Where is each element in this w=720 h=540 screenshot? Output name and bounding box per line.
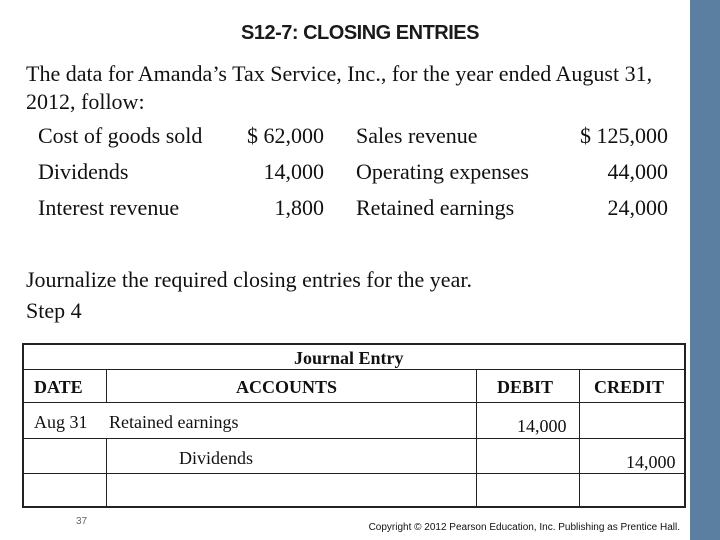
data-value: $ 62,000: [247, 123, 324, 148]
data-label: Interest revenue: [38, 195, 180, 220]
intro-text: The data for Amanda’s Tax Service, Inc., for the year ended August 31, 2012, follow:: [26, 61, 653, 114]
data-value: 14,000: [263, 159, 324, 184]
slide-title: S12-7: CLOSING ENTRIES: [241, 22, 479, 44]
row-account: Retained earnings: [109, 412, 239, 432]
table-divider: [106, 369, 107, 402]
page-number: 37: [76, 516, 88, 527]
data-label: Retained earnings: [356, 195, 515, 220]
table-divider: [24, 369, 684, 370]
table-divider: [24, 473, 684, 474]
table-divider: [24, 402, 684, 403]
row-date: Aug 31: [34, 412, 88, 432]
journal-entry-table: [22, 343, 686, 508]
data-row: [0, 122, 720, 150]
instruction-text: [26, 264, 686, 326]
header-accounts: ACCOUNTS: [236, 377, 338, 397]
table-divider: [106, 438, 107, 508]
step-label: Step 4: [26, 298, 82, 323]
header-date: DATE: [34, 377, 83, 397]
data-label: Cost of goods sold: [38, 123, 203, 148]
journal-title: Journal Entry: [294, 348, 404, 368]
data-label: Operating expenses: [356, 159, 529, 184]
data-label: Sales revenue: [356, 123, 478, 148]
data-value: $ 125,000: [580, 123, 668, 148]
table-divider: [476, 369, 477, 508]
copyright-notice: Copyright © 2012 Pearson Education, Inc. Publishing as Prentice Hall.: [368, 522, 680, 533]
data-row: [0, 194, 720, 222]
data-value: 24,000: [607, 195, 668, 220]
instruction-line: Journalize the required closing entries for the year.: [26, 267, 472, 292]
row-credit: 14,000: [626, 452, 676, 472]
row-debit: 14,000: [517, 416, 567, 436]
row-account: Dividends: [179, 448, 253, 468]
header-credit: CREDIT: [594, 377, 665, 397]
table-divider: [579, 369, 580, 508]
table-divider: [24, 438, 684, 439]
data-value: 1,800: [274, 195, 324, 220]
header-debit: DEBIT: [497, 377, 554, 397]
data-label: Dividends: [38, 159, 129, 184]
data-row: [0, 158, 720, 186]
data-value: 44,000: [607, 159, 668, 184]
side-accent-bar: [690, 0, 720, 540]
